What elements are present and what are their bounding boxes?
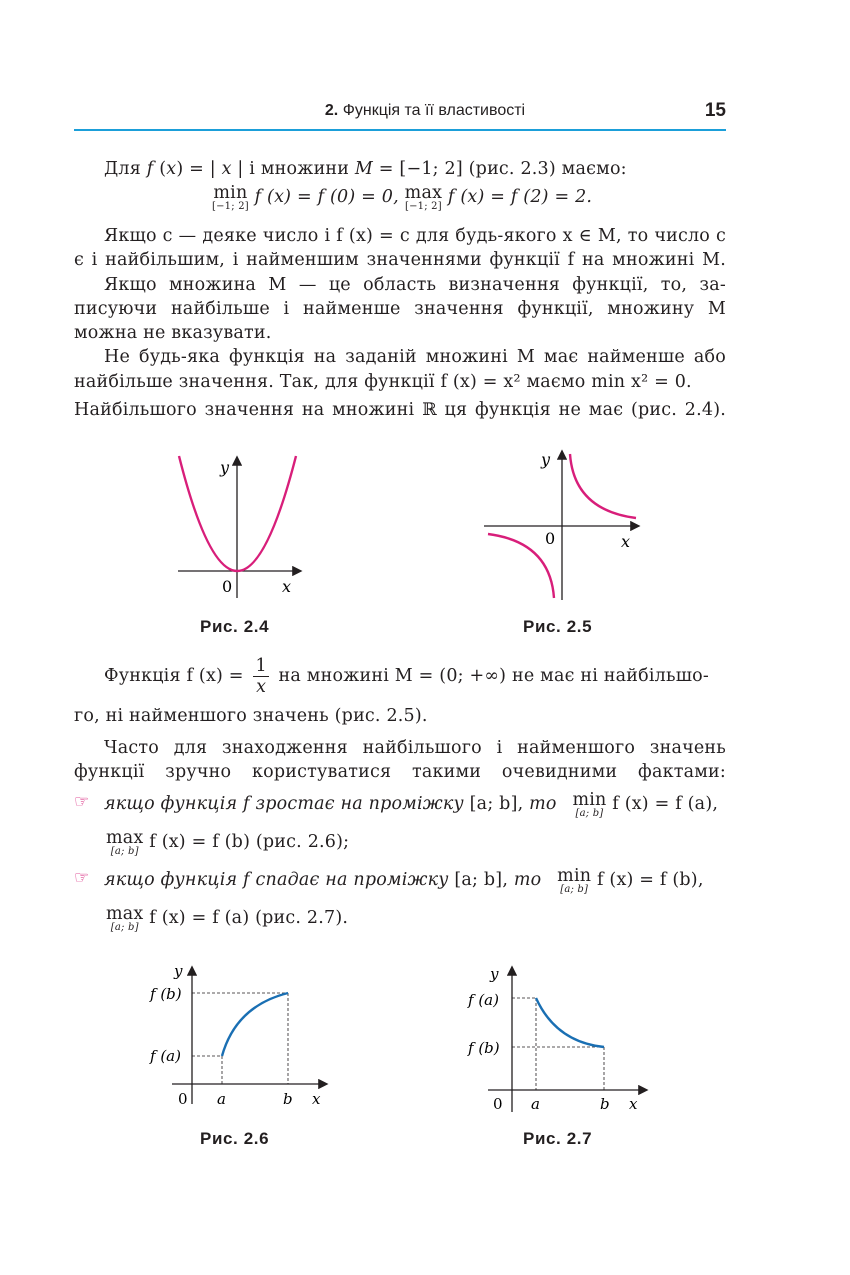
text-span: то: [529, 794, 557, 814]
caption-fig-2-4: Рис. 2.4: [200, 617, 270, 636]
bullet-1-line-1: [104, 792, 726, 819]
y-axis-label: y: [490, 965, 499, 983]
text-span: x: [221, 159, 232, 179]
x-axis-label: x: [621, 532, 631, 551]
op-subscript: [a; b]: [110, 922, 139, 933]
fb-label: f (b): [468, 1039, 500, 1057]
text-line-3: Якщо c — деяке число і f (x) = c для будь-якого x ∈ M, то число c: [104, 226, 726, 246]
text-span: x: [166, 159, 177, 179]
fraction-1-over-x: [253, 656, 268, 697]
figure-2-6: [146, 962, 336, 1112]
formula-min-max: [212, 185, 632, 212]
bullet-2-line-2: [106, 906, 706, 933]
page-number: 15: [704, 100, 726, 121]
min-operator: [572, 792, 606, 819]
fa-label: f (a): [468, 991, 499, 1009]
fraction-numerator: 1: [255, 656, 267, 676]
op-text: max: [404, 183, 443, 203]
text-span: f (x) = f (b),: [591, 870, 704, 890]
text-span: на множині M = (0; +∞) не має ні найбільшо-: [272, 666, 710, 686]
min-operator: [212, 185, 249, 212]
caption-fig-2-6: Рис. 2.6: [200, 1129, 270, 1148]
text-span: = [−1; 2] (рис. 2.3) маємо:: [373, 159, 627, 179]
origin-label: 0: [178, 1090, 188, 1108]
text-span: то: [513, 870, 542, 890]
origin-label: 0: [222, 577, 233, 596]
text-span: якщо функція f спадає на проміжку: [104, 870, 449, 890]
min-operator: min: [591, 372, 626, 392]
text-span: f (x) = f (b) (рис. 2.6);: [143, 832, 350, 852]
text-line-14: функції зручно користуватися такими очевидними фактами:: [74, 762, 726, 782]
text-span: Для: [104, 159, 147, 179]
op-subscript: [−1; 2]: [212, 201, 249, 212]
text-line-4: є і найбільшим, і найменшим значеннями функції f на множині M.: [74, 250, 726, 270]
op-text: min: [213, 183, 248, 203]
text-line-11: [74, 656, 726, 697]
text-line-12: го, ні найменшого значень (рис. 2.5).: [74, 706, 428, 726]
x-axis-label: x: [629, 1095, 638, 1113]
op-subscript: [−1; 2]: [404, 201, 442, 212]
op-subscript: [a; b]: [575, 808, 604, 819]
chapter-number: 2.: [324, 102, 339, 119]
chapter-title: Функція та її властивості: [342, 102, 526, 119]
figure-2-5: [478, 448, 648, 608]
y-axis-label: y: [541, 450, 551, 469]
text-line-8: Не будь-яка функція на заданій множині M має найменше або: [104, 347, 726, 367]
decreasing-curve: [536, 998, 604, 1047]
max-operator: [106, 906, 144, 933]
text-span: f (x) = f (a),: [606, 794, 719, 814]
text-span: f (x) = f (a) (рис. 2.7).: [143, 908, 349, 928]
b-label: b: [283, 1090, 293, 1108]
b-label: b: [600, 1095, 610, 1113]
text-line-13: Часто для знаходження найбільшого і найменшого значень: [104, 738, 726, 758]
text-span: [a; b],: [463, 794, 530, 814]
pointing-hand-icon: ☞: [74, 792, 90, 812]
text-span: (: [153, 159, 167, 179]
pointing-hand-icon: ☞: [74, 868, 90, 888]
text-span: Функція f (x) =: [104, 666, 250, 686]
text-line-7: можна не вказувати.: [74, 323, 272, 343]
text-span: ) = |: [176, 159, 222, 179]
figure-2-7: [464, 962, 654, 1122]
increasing-curve: [222, 993, 288, 1056]
text-line-6: писуючи найбільше і найменше значення функції, множину M: [74, 299, 726, 319]
hyperbola-branch-right: [570, 454, 636, 518]
op-text: min: [572, 790, 607, 810]
bullet-2-line-1: [104, 868, 726, 895]
text-span: M: [354, 159, 374, 179]
text-span: | і множини: [231, 159, 355, 179]
header-rule: [74, 129, 726, 131]
caption-fig-2-7: Рис. 2.7: [523, 1129, 593, 1148]
figure-2-4: [170, 448, 310, 608]
text-line-1: [74, 157, 726, 181]
text-span: [a; b],: [448, 870, 514, 890]
y-axis-label: y: [174, 962, 183, 980]
x-axis-label: x: [282, 577, 292, 596]
origin-label: 0: [493, 1095, 503, 1113]
fa-label: f (a): [150, 1047, 181, 1065]
max-operator: [405, 185, 443, 212]
fb-label: f (b): [150, 985, 182, 1003]
formula-text: f (x) = f (0) = 0,: [248, 187, 405, 207]
text-span: f: [146, 159, 154, 179]
caption-fig-2-5: Рис. 2.5: [523, 617, 593, 636]
fraction-denominator: x: [256, 677, 267, 697]
a-label: a: [217, 1090, 226, 1108]
text-span: найбільше значення. Так, для функції f (x) = x² маємо: [74, 372, 592, 392]
op-text: max: [106, 904, 144, 924]
a-label: a: [531, 1095, 540, 1113]
x-axis-label: x: [312, 1090, 321, 1108]
op-text: max: [106, 828, 144, 848]
y-axis-label: y: [220, 458, 230, 477]
text-line-5: Якщо множина M — це область визначення функції, то, за-: [104, 275, 726, 295]
formula-text: f (x) = f (2) = 2.: [442, 187, 593, 207]
max-operator: [106, 830, 144, 857]
text-span: якщо функція f зростає на проміжку: [104, 794, 464, 814]
text-span: x² = 0.: [625, 372, 692, 392]
origin-label: 0: [545, 529, 556, 548]
text-line-10: Найбільшого значення на множині ℝ ця функція не має (рис. 2.4).: [74, 400, 726, 420]
min-operator: [557, 868, 591, 895]
bullet-1-line-2: [106, 830, 706, 857]
op-text: min: [557, 866, 592, 886]
op-subscript: [a; b]: [560, 884, 589, 895]
op-subscript: [a; b]: [110, 846, 139, 857]
text-line-9: [74, 370, 726, 394]
